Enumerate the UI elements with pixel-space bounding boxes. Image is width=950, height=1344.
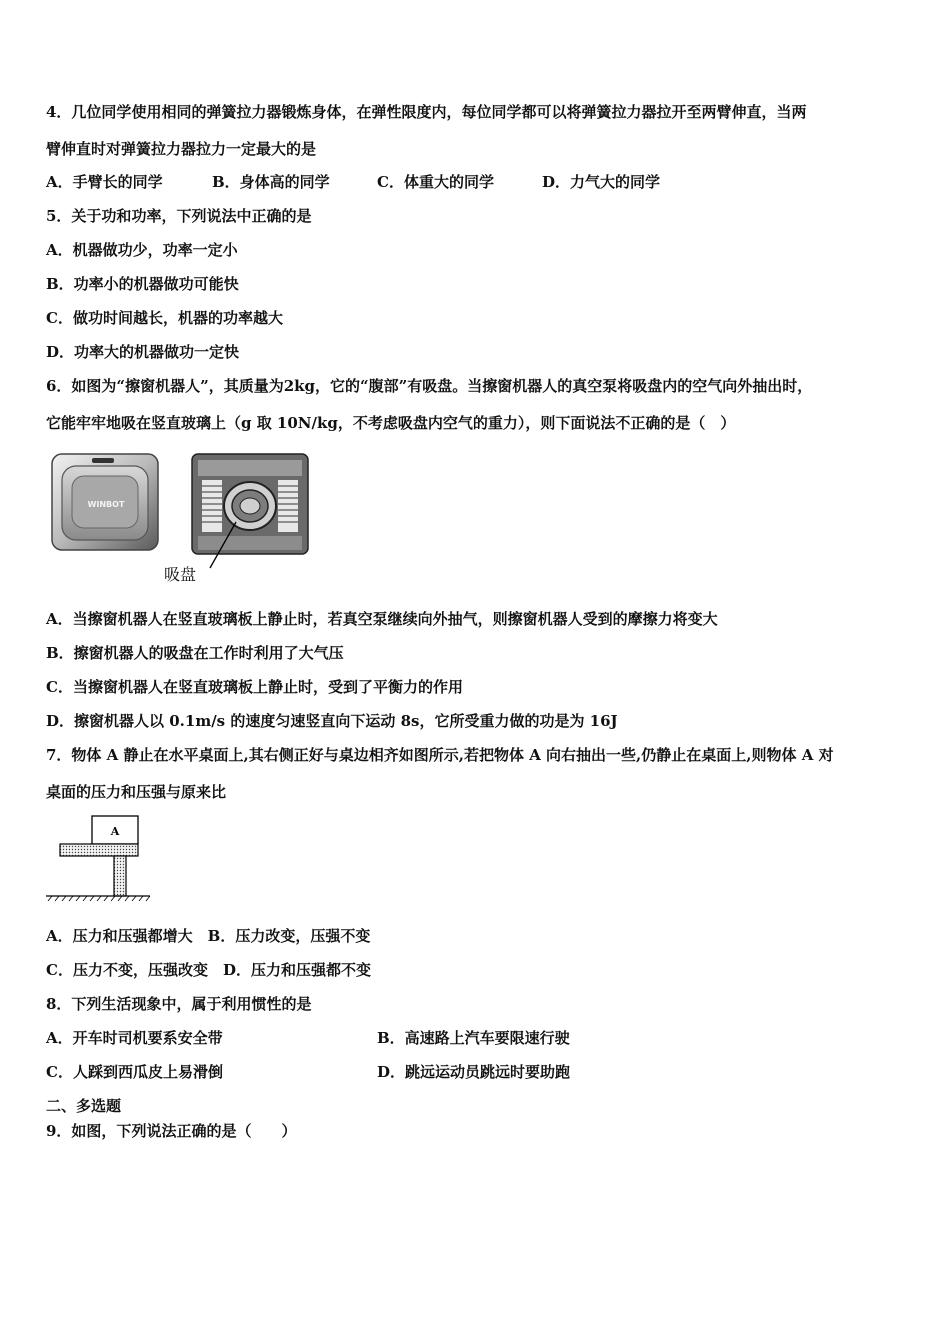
q6-stem-line1: 6．如图为“擦窗机器人”，其质量为2kg，它的“腹部”有吸盘。当擦窗机器人的真空泵将吸盘内的空气向外抽出时， (46, 377, 813, 395)
q8-option-a: A．开车时司机要系安全带 (46, 1029, 223, 1047)
q8-option-c: C．人踩到西瓜皮上易滑倒 (46, 1063, 223, 1081)
q4-option-a: A．手臂长的同学 (46, 173, 163, 191)
q4-stem-line2: 臂伸直时对弹簧拉力器拉力一定最大的是 (46, 140, 317, 158)
q4-option-b: B．身体高的同学 (212, 173, 330, 191)
q4-stem-line1: 4．几位同学使用相同的弹簧拉力器锻炼身体，在弹性限度内，每位同学都可以将弹簧拉力器拉开至两臂伸直，当两 (46, 103, 807, 121)
q7-options-row2: C．压力不变，压强改变 D．压力和压强都不变 (46, 961, 371, 979)
q6-stem-line2: 它能牢牢地吸在竖直玻璃上（g 取 10N/kg，不考虑吸盘内空气的重力），则下面说法不正确的是（ ） (46, 414, 736, 432)
q7-stem-line2: 桌面的压力和压强与原来比 (46, 783, 227, 801)
q8-stem: 8．下列生活现象中，属于利用惯性的是 (46, 995, 312, 1013)
q9-stem: 9．如图，下列说法正确的是（ ） (46, 1122, 297, 1140)
q6-option-d: D．擦窗机器人以 0.1m/s 的速度匀速竖直向下运动 8s，它所受重力做的功是为 16J (46, 712, 618, 730)
q5-option-d: D．功率大的机器做功一定快 (46, 343, 240, 361)
robot-bottom-figure (164, 450, 312, 586)
q4-option-d: D．力气大的同学 (542, 173, 661, 191)
q6-option-a: A．当擦窗机器人在竖直玻璃板上静止时，若真空泵继续向外抽气，则擦窗机器人受到的摩擦力将变大 (46, 610, 718, 628)
table-block-figure (44, 812, 154, 904)
q8-option-b: B．高速路上汽车要限速行驶 (377, 1029, 570, 1047)
block-a-label: A (110, 825, 120, 838)
q5-stem: 5．关于功和功率，下列说法中正确的是 (46, 207, 312, 225)
q8-option-d: D．跳远运动员跳远时要助跑 (377, 1063, 571, 1081)
q7-options-row1: A．压力和压强都增大 B．压力改变，压强不变 (46, 927, 371, 945)
q6-option-b: B．擦窗机器人的吸盘在工作时利用了大气压 (46, 644, 344, 662)
suction-cup-label: 吸盘 (164, 565, 197, 584)
robot-brand-label: WINBOT (87, 500, 125, 509)
q4-option-c: C．体重大的同学 (377, 173, 494, 191)
q7-stem-line1: 7．物体 A 静止在水平桌面上,其右侧正好与桌边相齐如图所示,若把物体 A 向右抽出一些,仍静止在桌面上,则物体 A 对 (46, 746, 834, 764)
q5-option-c: C．做功时间越长，机器的功率越大 (46, 309, 283, 327)
q5-option-b: B．功率小的机器做功可能快 (46, 275, 239, 293)
robot-front-figure (50, 450, 162, 554)
q6-option-c: C．当擦窗机器人在竖直玻璃板上静止时，受到了平衡力的作用 (46, 678, 463, 696)
q5-option-a: A．机器做功少，功率一定小 (46, 241, 238, 259)
section-multiple-choice-title: 二、多选题 (46, 1097, 122, 1115)
